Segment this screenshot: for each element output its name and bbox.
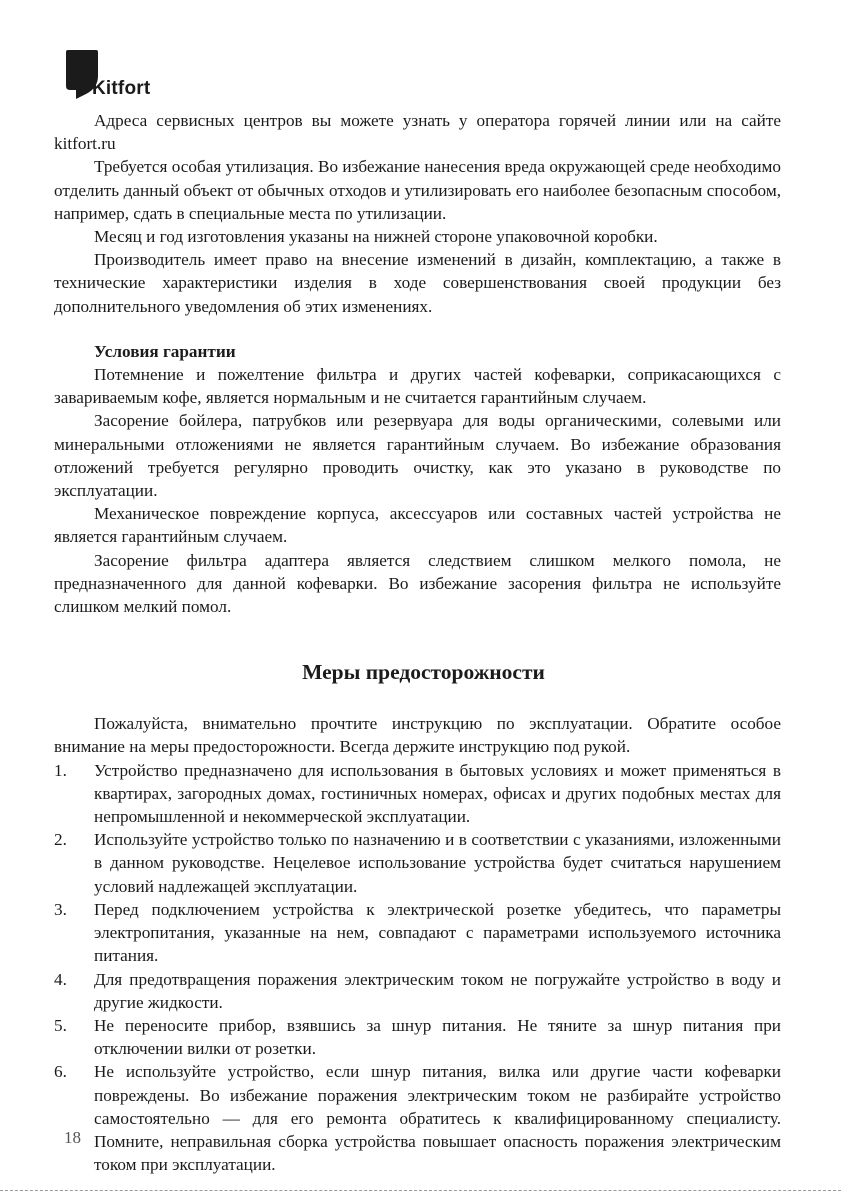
list-item [54,1060,781,1176]
paragraph-manufacturer-rights: Производитель имеет право на внесение изменений в дизайн, комплектацию, а также в технические характеристики изделия в ходе совершенствования своей продукции без дополнительного уведомления об этих изменениях. [54,250,781,316]
list-item-number: 1. [54,760,67,780]
list-item-text: Перед подключением устройства к электрической розетке убедитесь, что параметры электропитания, указанные на нем, совпадают с параметрами используемого источника питания. [94,899,781,966]
paragraph-manufacture-date: Месяц и год изготовления указаны на нижней стороне упаковочной коробки. [94,227,658,247]
precautions-intro: Пожалуйста, внимательно прочтите инструкцию по эксплуатации. Обратите особое внимание на меры предосторожности. Всегда держите инструкцию под рукой. [54,714,781,757]
list-item [54,1014,781,1060]
list-item-text: Используйте устройство только по назначению и в соответствии с указаниями, изложенными в данном руководстве. Нецелевое использование устройства будет считаться нарушением условий надлежащей эксплуатации. [94,830,781,896]
page-bottom-divider [0,1190,841,1192]
paragraph-service-centers: Адреса сервисных центров вы можете узнать у оператора горячей линии или на сайте kitfort.ru [54,111,781,154]
warranty-paragraph: Засорение фильтра адаптера является следствием слишком мелкого помола, не предназначенного для данной кофеварки. Во избежание засорения фильтра не используйте слишком мелкий помол. [54,550,781,617]
list-item-number: 6. [54,1062,67,1082]
list-item-text: Для предотвращения поражения электрическим током не погружайте устройство в воду и другие жидкости. [94,969,781,1012]
list-item-number: 5. [54,1015,67,1035]
page-content [54,109,781,1176]
list-item-number: 4. [54,969,67,989]
kitfort-logo [64,48,174,104]
paragraph-disposal: Требуется особая утилизация. Во избежание нанесения вреда окружающей среде необходимо отделить данный объект от обычных отходов и утилизировать его наиболее безопасным способом, например, сдать в специальные места по утилизации. [54,157,781,223]
warranty-heading: Условия гарантии [94,341,236,361]
warranty-paragraph: Потемнение и пожелтение фильтра и других частей кофеварки, соприкасающихся с завариваемым кофе, является нормальным и не считается гарантийным случаем. [54,365,781,408]
warranty-paragraph: Засорение бойлера, патрубков или резервуара для воды органическими, солевыми или минеральными отложениями не является гарантийным случаем. Во избежание образования отложений требуется регулярно проводить очистку, как это указано в руководстве по эксплуатации. [54,411,781,501]
list-item-number: 2. [54,830,67,850]
brand-name: Kitfort [92,78,151,99]
list-item [54,968,781,1014]
list-item-text: Устройство предназначено для использования в бытовых условиях и может применяться в квартирах, загородных домах, гостиничных номерах, офисах и других подобных местах для непромышленной и некоммерческой эксплуатации. [94,760,781,827]
list-item [54,898,781,968]
list-item [54,759,781,829]
list-item-number: 3. [54,899,67,919]
precautions-title: Меры предосторожности [302,660,545,685]
list-item-text: Не переносите прибор, взявшись за шнур питания. Не тяните за шнур питания при отключении вилки от розетки. [94,1015,781,1059]
list-item-text: Не используйте устройство, если шнур питания, вилка или другие части кофеварки повреждены. Во избежание поражения электрическим током не разбирайте устройство самостоятельно — для его ремонта обратитесь к квалифицированному специалисту. Помните, неправильная сборка устройства повышает опасность поражения электрическим током при эксплуатации. [94,1062,781,1175]
precautions-list [54,759,781,1177]
warranty-paragraph: Механическое повреждение корпуса, аксессуаров или составных частей устройства не является гарантийным случаем. [54,504,781,547]
page-number: 18 [64,1128,81,1147]
list-item [54,828,781,898]
